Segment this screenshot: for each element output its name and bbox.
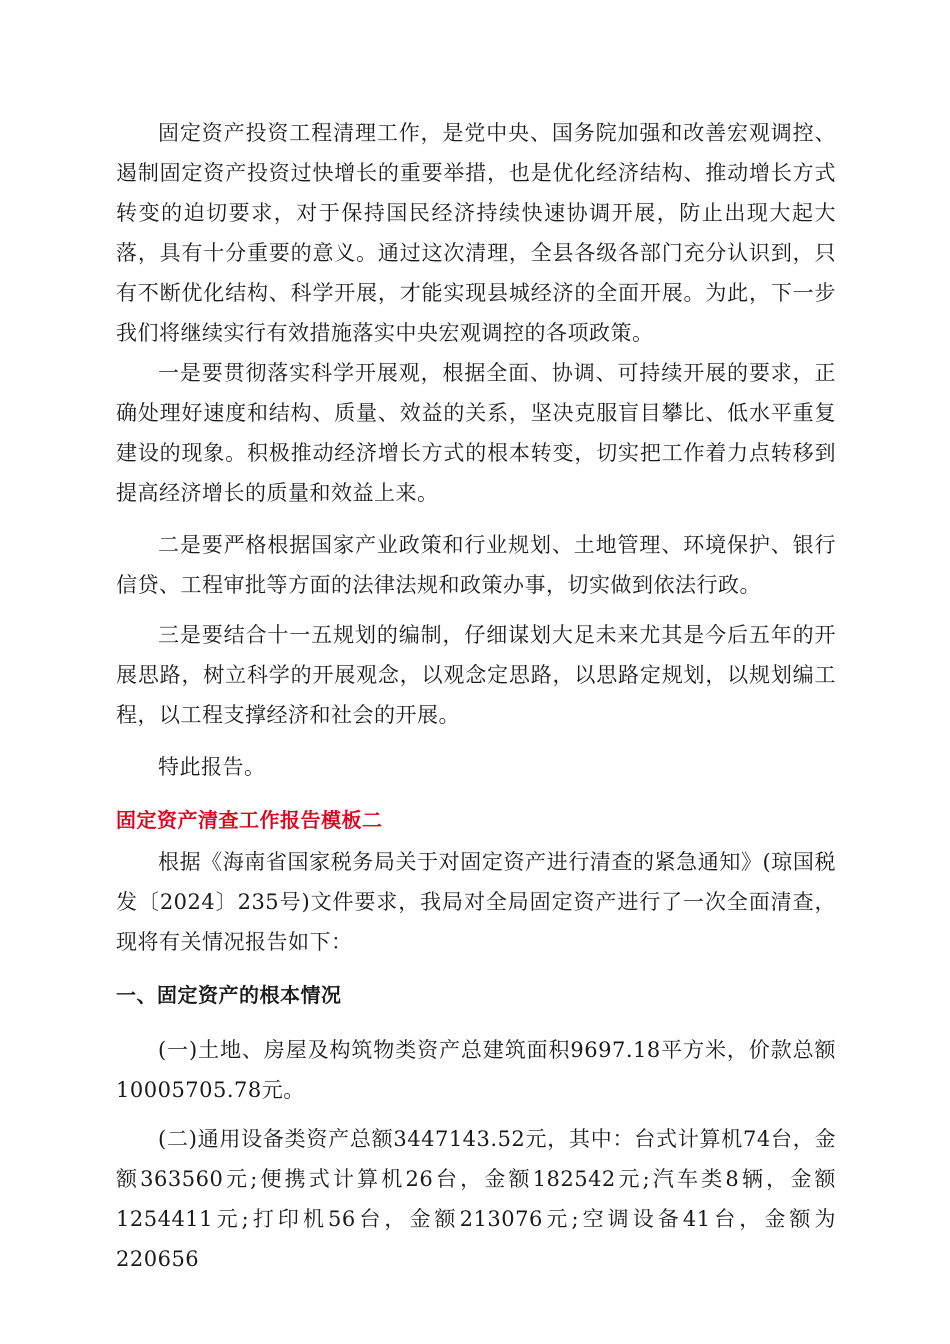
list-item: (二)通用设备类资产总额3447143.52元，其中：台式计算机74台，金额363560元;便携式计算机26台，金额182542元;汽车类8辆，金额1254411元;打印机56台，金额213076元;空调设备41台，金额为220656	[116, 1127, 836, 1271]
body-paragraph: 特此报告。	[158, 755, 266, 779]
intro-paragraph: 根据《海南省国家税务局关于对固定资产进行清查的紧急通知》(琼国税发〔2024〕235号)文件要求，我局对全局固定资产进行了一次全面清查，现将有关情况报告如下：	[116, 850, 836, 954]
body-paragraph: 二是要严格根据国家产业政策和行业规划、土地管理、环境保护、银行信贷、工程审批等方面的法律法规和政策办事，切实做到依法行政。	[116, 533, 836, 597]
body-paragraph: 一是要贯彻落实科学开展观，根据全面、协调、可持续开展的要求，正确处理好速度和结构、质量、效益的关系，坚决克服盲目攀比、低水平重复建设的现象。积极推动经济增长方式的根本转变，切实把工作着力点转移到提高经济增长的质量和效益上来。	[116, 361, 836, 505]
template-heading: 固定资产清查工作报告模板二	[116, 808, 383, 832]
body-paragraph: 固定资产投资工程清理工作，是党中央、国务院加强和改善宏观调控、遏制固定资产投资过快增长的重要举措，也是优化经济结构、推动增长方式转变的迫切要求，对于保持国民经济持续快速协调开展，防止出现大起大落，具有十分重要的意义。通过这次清理，全县各级各部门充分认识到，只有不断优化结构、科学开展，才能实现县城经济的全面开展。为此，下一步我们将继续实行有效措施落实中央宏观调控的各项政策。	[116, 121, 836, 345]
section-heading: 一、固定资产的根本情况	[116, 983, 342, 1007]
list-item: (一)土地、房屋及构筑物类资产总建筑面积9697.18平方米，价款总额10005705.78元。	[116, 1038, 836, 1102]
body-paragraph: 三是要结合十一五规划的编制，仔细谋划大足未来尤其是今后五年的开展思路，树立科学的开展观念，以观念定思路，以思路定规划，以规划编工程，以工程支撑经济和社会的开展。	[116, 623, 836, 727]
